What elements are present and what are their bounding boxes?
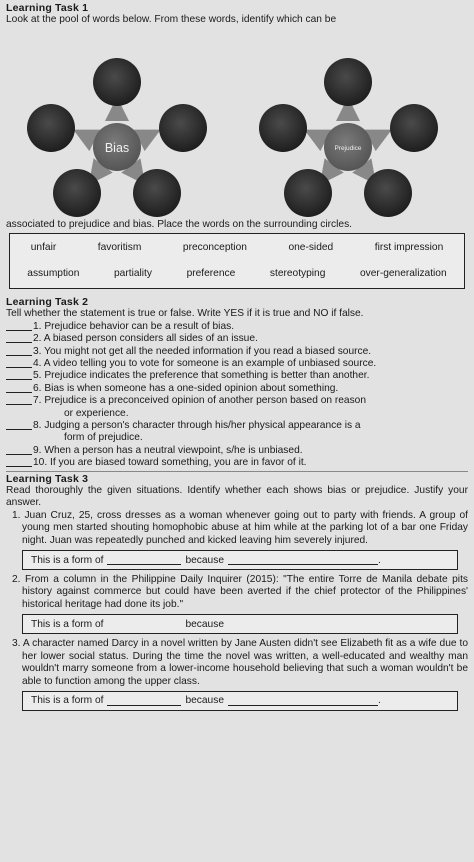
prejudice-outer-circle[interactable]: [259, 104, 307, 152]
word-item: preference: [186, 267, 236, 279]
answer-prefix: This is a form of: [31, 554, 104, 566]
circle-diagrams: [6, 27, 468, 219]
task1-instruction-b: associated to prejudice and bias. Place the words on the surrounding circles.: [6, 218, 353, 230]
bias-outer-circle[interactable]: [53, 169, 101, 217]
answer-box-3: [22, 691, 458, 711]
task1-heading: Learning Task 1: [6, 2, 89, 14]
bias-outer-circle[interactable]: [27, 104, 75, 152]
answer-blank[interactable]: [6, 395, 32, 405]
circle-diagrams-svg: [6, 27, 468, 219]
situation-2: 2. From a column in the Philippine Daily Inquirer (2015): "The entire Torre de Manila debate pits history against commerce but could have been averted if the chief protector of the Philippines' historical heritage had done its job.": [12, 574, 468, 610]
answer-blank[interactable]: [6, 333, 32, 343]
prejudice-diagram: [259, 58, 438, 217]
word-row-1: [10, 234, 464, 260]
reason-blank[interactable]: [228, 555, 378, 565]
answer-blank[interactable]: [6, 346, 32, 356]
word-item: first impression: [374, 241, 444, 253]
prejudice-outer-circle[interactable]: [364, 169, 412, 217]
word-item: stereotyping: [269, 267, 326, 279]
word-pool-box: [9, 233, 465, 289]
task3-section: [6, 471, 468, 711]
statement-item: 4. A video telling you to vote for someone is an example of unbiased source.: [6, 358, 468, 370]
task2-instruction: Tell whether the statement is true or false. Write YES if it is true and NO if false.: [6, 308, 364, 320]
task2-section: [6, 296, 468, 469]
statement-item: 2. A biased person considers all sides of an issue.: [6, 333, 468, 345]
answer-blank[interactable]: [6, 383, 32, 393]
situation-3: 3. A character named Darcy in a novel written by Jane Austen didn't see Elizabeth fit as a wife due to her lower social status. During the time the novel was written, a well-educated and wealthy man wouldn't marry someone from a lower-income household believing that such a woman wouldn't be able to function among the upper class.: [12, 638, 468, 687]
answer-box-2: [22, 614, 458, 634]
answer-end: .: [378, 554, 381, 566]
answer-blank[interactable]: [6, 445, 32, 455]
form-blank[interactable]: [107, 555, 181, 565]
task1-instruction-a: Look at the pool of words below. From these words, identify which can be: [6, 14, 337, 25]
word-item: unfair: [30, 241, 57, 253]
answer-blank[interactable]: [6, 420, 32, 430]
statement-item: 1. Prejudice behavior can be a result of bias.: [6, 321, 468, 333]
statement-continuation: or experience.: [64, 407, 129, 419]
answer-blank[interactable]: [6, 358, 32, 368]
statement-item: 3. You might not get all the needed information if you read a biased source.: [6, 346, 468, 358]
prejudice-outer-circle[interactable]: [390, 104, 438, 152]
statement-item: 7. Prejudice is a preconceived opinion of another person based on reason: [6, 395, 468, 407]
answer-end: .: [378, 695, 381, 707]
word-item: assumption: [27, 267, 80, 279]
word-item: favoritism: [97, 241, 142, 253]
word-item: partiality: [114, 267, 152, 279]
task3-heading: Learning Task 3: [6, 472, 89, 485]
reason-blank[interactable]: [228, 696, 378, 706]
form-blank[interactable]: [107, 619, 181, 629]
prejudice-label: Prejudice: [334, 144, 362, 152]
statement-item: 5. Prejudice indicates the preference that something is better than another.: [6, 370, 468, 382]
statement-item: 8. Judging a person's character through his/her physical appearance is a: [6, 420, 468, 432]
statement-continuation: form of prejudice.: [64, 432, 143, 444]
answer-blank[interactable]: [6, 321, 32, 331]
task3-instruction: Read thoroughly the given situations. Identify whether each shows bias or prejudice. Justify your answer.: [6, 484, 468, 509]
answer-prefix: This is a form of: [31, 695, 104, 707]
prejudice-outer-circle[interactable]: [284, 169, 332, 217]
task2-heading: Learning Task 2: [6, 296, 89, 309]
word-item: preconception: [182, 241, 247, 253]
bias-outer-circle[interactable]: [159, 104, 207, 152]
form-blank[interactable]: [107, 696, 181, 706]
prejudice-outer-circle[interactable]: [324, 58, 372, 106]
statement-item: 9. When a person has a neutral viewpoint, s/he is unbiased.: [6, 445, 468, 457]
answer-because: because: [185, 695, 224, 707]
situation-1: 1. Juan Cruz, 25, cross dresses as a woman whenever going out to party with friends. A group of young men started shouting homophobic abuse at him while at the parking lot of a bar one Friday night. Juan was repeatedly punched and kicked leaving him severely injured.: [12, 509, 468, 546]
answer-box-1: [22, 550, 458, 570]
word-item: one-sided: [288, 241, 334, 253]
bias-label: Bias: [104, 140, 130, 155]
word-row-2: [10, 260, 464, 286]
answer-because: because: [185, 618, 224, 630]
bias-outer-circle[interactable]: [133, 169, 181, 217]
statement-item: 10. If you are biased toward something, you are in favor of it.: [6, 457, 468, 469]
answer-because: because: [185, 554, 224, 566]
answer-blank[interactable]: [6, 457, 32, 467]
word-item: over-generalization: [360, 267, 447, 279]
bias-outer-circle[interactable]: [93, 58, 141, 106]
answer-prefix: This is a form of: [31, 618, 104, 630]
bias-diagram: [27, 58, 207, 217]
answer-blank[interactable]: [6, 370, 32, 380]
statement-item: 6. Bias is when someone has a one-sided opinion about something.: [6, 383, 468, 395]
